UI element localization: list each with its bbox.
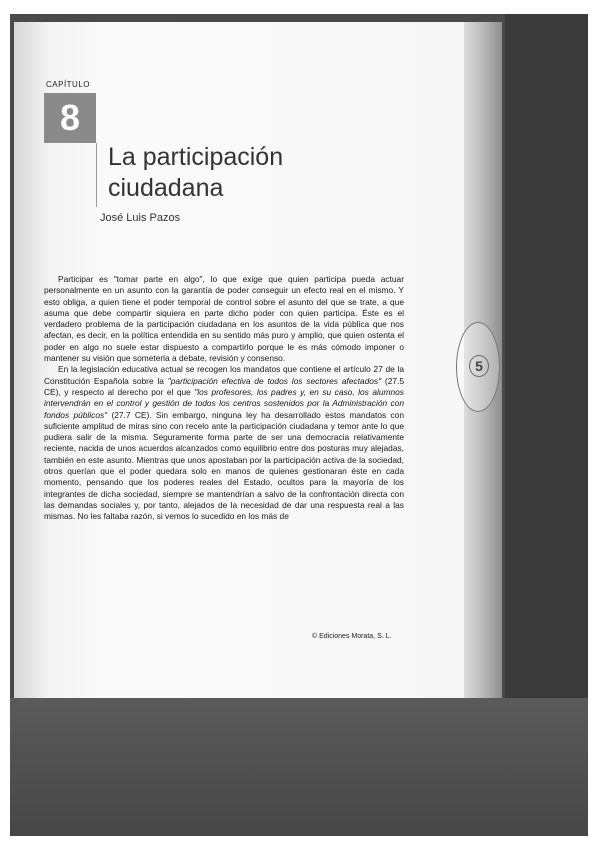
chapter-title	[108, 142, 283, 204]
stamp-digit: 5	[469, 355, 489, 377]
body-text	[44, 274, 404, 523]
paragraph-2-rest: (27.7 CE). Sin embargo, ninguna ley ha desarrollado estos mandatos con suficiente amplitud de miras sino con recelo ante la participación ciudadana y temor ante lo que pudiera salir de la misma. Seguramente forma parte de ser una democracia relativamente reciente, nacida de unos acuerdos alcanzados como equilibrio entre dos posturas muy alejadas, también en este asunto. Mientras que unos apostaban por la participación activa de la sociedad, otros querían que el poder quedara solo en manos de quienes gestionaran éste en cada momento, pensando que los poderes reales del Estado, ocultos para la mayoría de los integrantes de dicha sociedad, siempre se mantendrían a salvo de la confrontación directa con las demandas sociales y, por tanto, alejados de la necesidad de dar una respuesta real a las mismas. No les faltaba razón, si vemos lo sucedido en los más de	[44, 409, 404, 522]
paragraph-2-quote-2: "los profesores, los padres y, en su caso, los alumnos intervendrán en el control y gestión de todos los centros sostenidos por la Administración con fondos públicos"	[44, 386, 404, 420]
paragraph-2-middle: (27.5 CE), y respecto al derecho por el que	[44, 375, 404, 397]
scanner-bottom-band	[10, 698, 588, 836]
paragraph-2	[44, 364, 404, 522]
chapter-author: José Luis Pazos	[100, 212, 181, 224]
chapter-label: CAPÍTULO	[46, 80, 91, 89]
paragraph-2-start: En la legislación educativa actual se recogen los mandatos que contiene el artículo 27 de la Constitución Española sobre la	[44, 364, 404, 386]
paragraph-2-quote-1: "participación efectiva de todos los sectores afectados"	[167, 375, 382, 386]
publisher-footer: © Ediciones Morata, S. L.	[312, 633, 392, 640]
title-rule	[96, 143, 97, 207]
chapter-number: 8	[44, 93, 96, 143]
title-line-1: La participación	[108, 143, 284, 171]
paragraph-1: Participar es "tomar parte en algo", lo que exige que quien participa pueda actuar personalmente en un asunto con la garantía de poder conseguir un efecto real en el mismo. Y esto obliga, a quien tiene el poder temporal de control sobre el asunto del que se trate, a que asuma que debe compartir siquiera en parte dicho poder con quien participa. Éste es el verdadero problema de la participación ciudadana en los asuntos de la vida pública que nos afectan, es decir, en la política entendida en su sentido más puro y amplio, que quien ostenta el poder en algo no suele estar dispuesto a compartirlo porque le es más cómodo imponer o mantener su visión que someterla a debate, revisión y consenso.	[44, 274, 404, 364]
title-line-2: ciudadana	[108, 174, 224, 202]
